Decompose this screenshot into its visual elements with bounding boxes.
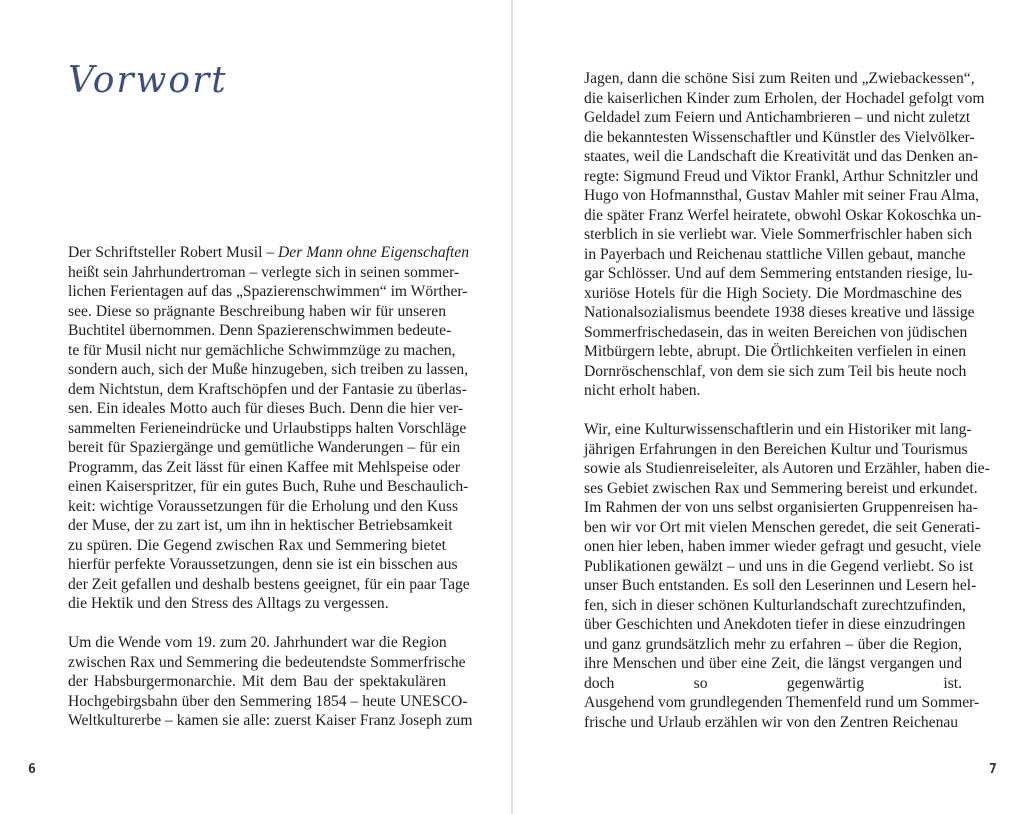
text-line: hierfür perfekte Voraussetzungen, denn sie ist ein bisschen aus — [68, 556, 458, 573]
text-line: die kaiserlichen Kinder zum Erholen, der Hochadel gefolgt vom — [584, 89, 985, 107]
chapter-heading: Vorwort — [68, 60, 228, 101]
text-line: Weltkulturerbe – kamen sie alle: zuerst Kaiser Franz Joseph zum — [68, 712, 473, 729]
text-line: Um die Wende vom 19. zum 20. Jahrhundert war die Region — [68, 634, 447, 651]
left-page — [0, 0, 511, 814]
text-line: Mitbürgern lebte, abrupt. Die Örtlichkeiten verfielen in einen — [584, 343, 967, 360]
page-number-left: 6 — [28, 762, 36, 777]
text-line: ihre Menschen und über eine Zeit, die längst vergangen und — [584, 655, 962, 672]
text-line: dem Nichtstun, dem Kraftschöpfen und der Fantasie zu überlas- — [68, 380, 467, 398]
text-line: Nationalsozialismus beendete 1938 dieses kreative und lässige — [584, 304, 975, 321]
paragraph-gap — [68, 614, 446, 634]
text-line: fen, sich in dieser schönen Kulturlandschaft zurechtzufinden, — [584, 596, 966, 614]
text-line: regte: Sigmund Freud und Viktor Frankl, Arthur Schnitzler und — [584, 167, 979, 185]
text-line: heißt sein Jahrhundertroman – verlegte sich in seinen sommer- — [68, 263, 460, 281]
right-body-text — [584, 69, 990, 732]
text-line: staates, weil die Landschaft die Kreativität und das Denken an- — [584, 148, 979, 165]
text-line: see. Diese so prägnante Beschreibung haben wir für unseren — [68, 302, 446, 320]
text-line: Der Schriftsteller Robert Musil – Der Mann ohne Eigenschaften — [68, 244, 470, 261]
text-line: sondern auch, sich der Muße hinzugeben, sich treiben zu lassen, — [68, 361, 469, 378]
text-line: lichen Ferientagen auf das „Spazierenschwimmen“ im Wörther- — [68, 283, 468, 300]
text-line: die bekanntesten Wissenschaftler und Künstler des Vielvölker- — [584, 128, 975, 146]
text-line: xuriöse Hotels für die High Society. Die Mordmaschine des — [584, 284, 962, 302]
text-line: gar Schlösser. Und auf dem Semmering entstanden riesige, lu- — [584, 265, 973, 282]
text-line: einen Kaiserspritzer, für ein gutes Buch, Ruhe und Beschaulich- — [68, 478, 469, 495]
text-line: Geldadel zum Feiern und Antichambrieren – und nicht zuletzt — [584, 109, 971, 126]
right-page — [513, 0, 1024, 814]
text-line: onen hier leben, haben immer wieder gefragt und gesucht, viele — [584, 538, 982, 555]
text-line: Dornröschenschlaf, von dem sie sich zum Teil bis heute noch — [584, 362, 967, 380]
text-line: zwischen Rax und Semmering die bedeutendste Sommerfrische — [68, 653, 466, 671]
text-line: Hugo von Hofmannsthal, Gustav Mahler mit seiner Frau Alma, — [584, 187, 979, 204]
text-line: doch so gegenwärtig ist. — [584, 674, 962, 692]
page-number-right: 7 — [989, 762, 997, 777]
text-line: und ganz grundsätzlich mehr zu erfahren – über die Region, — [584, 635, 962, 653]
text-line: Im Rahmen der von uns selbst organisierten Gruppenreisen ha- — [584, 499, 978, 516]
text-line: te für Musil nicht nur gemächliche Schwimmzüge zu machen, — [68, 341, 456, 359]
text-line: Programm, das Zeit lässt für einen Kaffee mit Mehlspeise oder — [68, 458, 461, 476]
text-line: unser Buch entstanden. Es soll den Leserinnen und Lesern hel- — [584, 577, 977, 594]
text-line: jährigen Erfahrungen in den Bereichen Kultur und Tourismus — [584, 440, 968, 458]
text-line: der Muse, der zu zart ist, um ihn in hektischer Betriebsamkeit — [68, 517, 453, 534]
book-title: Der Mann ohne Eigenschaften — [278, 244, 470, 261]
paragraph-gap — [584, 401, 962, 421]
text-line: über Geschichten und Anekdoten tiefer in diese einzudringen — [584, 616, 966, 633]
text-line: ben wir vor Ort mit vielen Menschen geredet, die seit Generati- — [584, 518, 981, 536]
text-line: die Hektik und den Stress des Alltags zu vergessen. — [68, 595, 389, 612]
text-line: Jagen, dann die schöne Sisi zum Reiten und „Zwiebackessen“, — [584, 70, 975, 87]
text-line: ses Gebiet zwischen Rax und Semmering bereist und erkundet. — [584, 479, 978, 497]
text-line: sterblich in sie verliebt war. Viele Sommerfrischler haben sich — [584, 226, 973, 243]
text-line: zu spüren. Die Gegend zwischen Rax und Semmering bietet — [68, 536, 446, 554]
text-line: Buchtitel übernommen. Denn Spazierenschwimmen bedeute- — [68, 322, 452, 339]
text-line: Publikationen gewälzt – und uns in die Gegend verliebt. So ist — [584, 557, 974, 575]
text-line: keit: wichtige Voraussetzungen für die Erholung und den Kuss — [68, 497, 459, 515]
text-line: Ausgehend vom grundlegenden Themenfeld rund um Sommer- — [584, 694, 980, 711]
text-line: sammelten Ferieneindrücke und Urlaubstipps halten Vorschläge — [68, 419, 467, 437]
text-line: der Zeit gefallen und deshalb bestens geeignet, für ein paar Tage — [68, 575, 470, 593]
text-line: Hochgebirgsbahn über den Semmering 1854 – heute UNESCO- — [68, 692, 468, 710]
text-line: sowie als Studienreiseleiter, als Autoren und Erzähler, haben die- — [584, 460, 990, 477]
text-line: Wir, eine Kulturwissenschaftlerin und ein Historiker mit lang- — [584, 421, 972, 438]
text-line: in Payerbach und Reichenau stattliche Villen gebaut, manche — [584, 245, 966, 263]
text-line: die später Franz Werfel heiratete, obwohl Oskar Kokoschka un- — [584, 206, 982, 224]
text-line: der Habsburgermonarchie. Mit dem Bau der spektakulären — [68, 673, 446, 690]
text-line: sen. Ein ideales Motto auch für dieses Buch. Denn die hier ver- — [68, 400, 464, 417]
text-line: frische und Urlaub erzählen wir von den Zentren Reichenau — [584, 713, 959, 731]
text-line: bereit für Spaziergänge und gemütliche Wanderungen – für ein — [68, 439, 461, 456]
text-line: Sommerfrischedasein, das in weiten Bereichen von jüdischen — [584, 323, 968, 341]
left-body-text — [68, 243, 473, 731]
text-line: nicht erholt haben. — [584, 382, 701, 399]
